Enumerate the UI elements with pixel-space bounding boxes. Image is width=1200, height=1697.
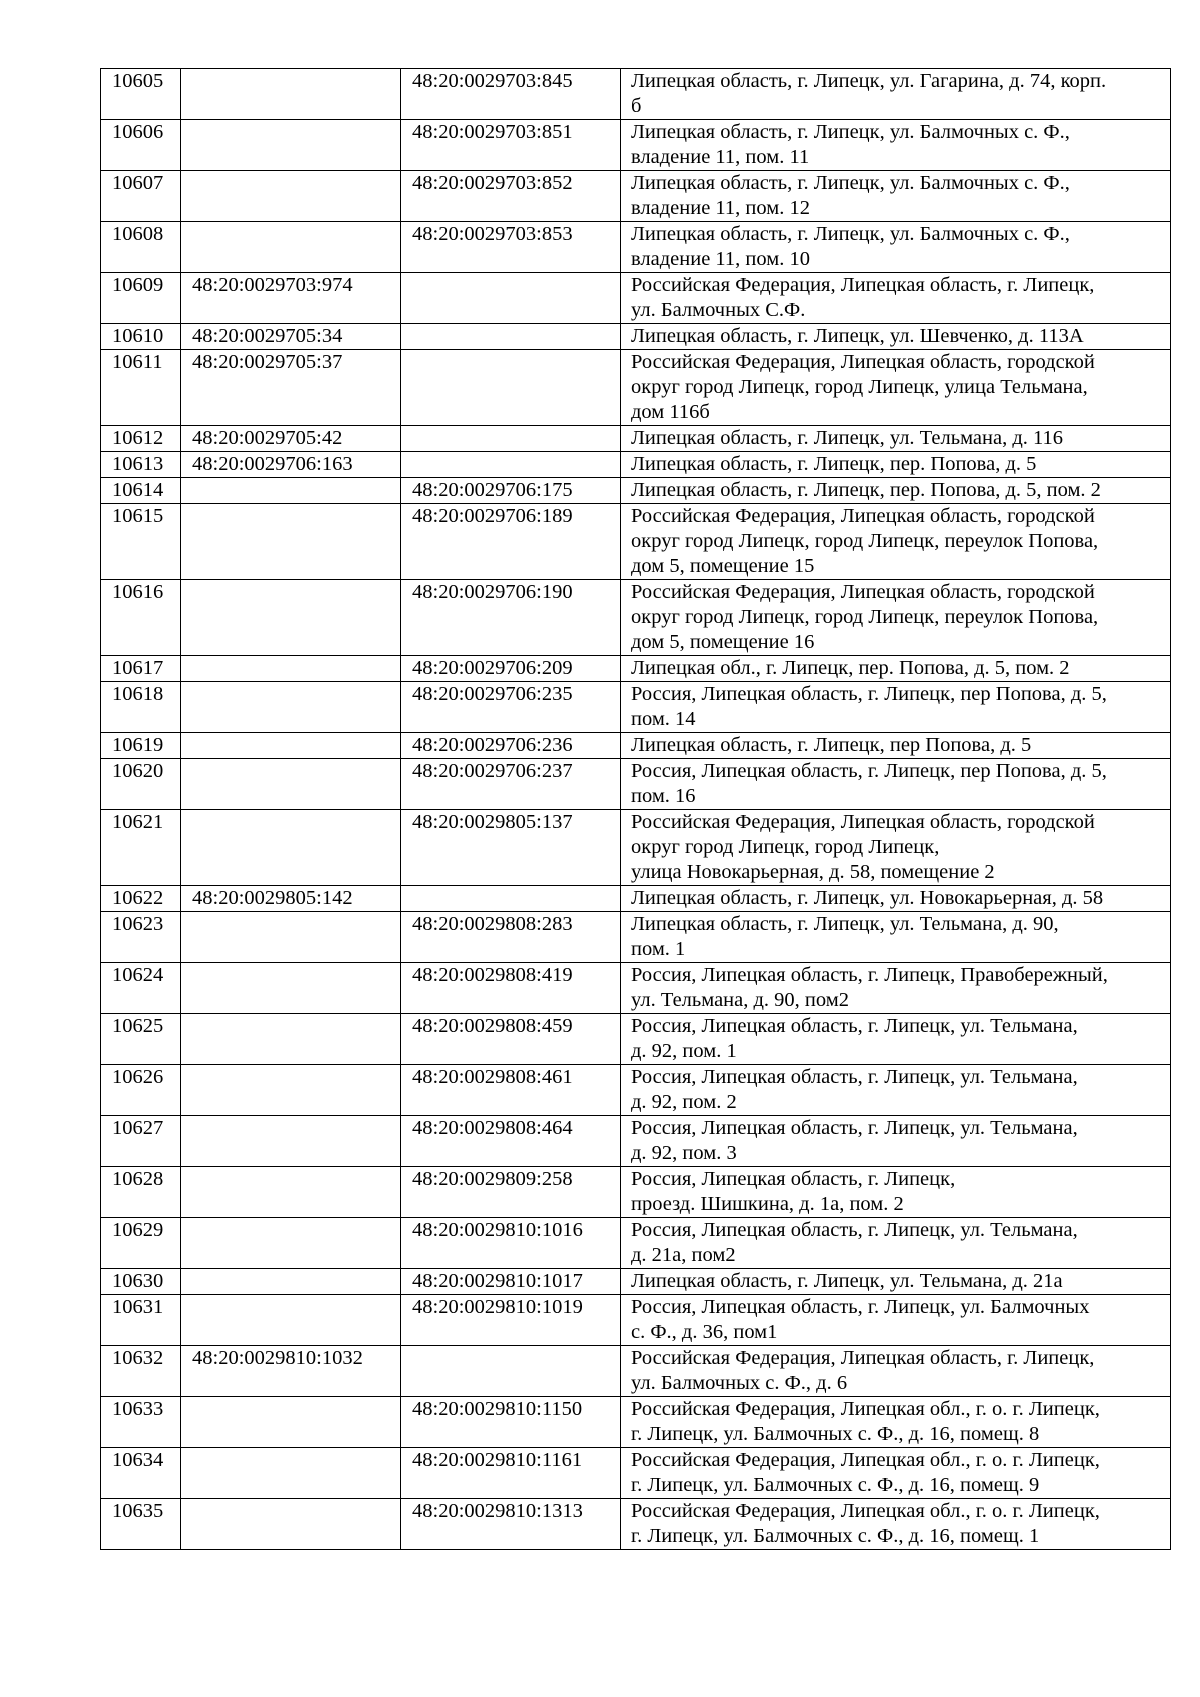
land-parcel-number-cell bbox=[181, 1014, 401, 1065]
row-number-cell: 10607 bbox=[101, 171, 181, 222]
land-parcel-number-cell bbox=[181, 1116, 401, 1167]
building-number-cell: 48:20:0029703:852 bbox=[401, 171, 621, 222]
row-number-cell: 10614 bbox=[101, 478, 181, 504]
table-row bbox=[101, 886, 1171, 912]
land-parcel-number-cell: 48:20:0029705:42 bbox=[181, 426, 401, 452]
building-number-cell bbox=[401, 886, 621, 912]
land-parcel-number-cell bbox=[181, 580, 401, 656]
address-cell bbox=[621, 69, 1171, 120]
address-line: владение 11, пом. 11 bbox=[631, 146, 810, 168]
row-number-cell: 10633 bbox=[101, 1397, 181, 1448]
land-parcel-number-cell bbox=[181, 733, 401, 759]
table-row bbox=[101, 1346, 1171, 1397]
table-row bbox=[101, 759, 1171, 810]
row-number-cell: 10632 bbox=[101, 1346, 181, 1397]
address-line: Липецкая область, г. Липецк, ул. Балмочных с. Ф., bbox=[631, 223, 1070, 245]
address-cell bbox=[621, 273, 1171, 324]
table-row bbox=[101, 1448, 1171, 1499]
table-row bbox=[101, 682, 1171, 733]
land-parcel-number-cell bbox=[181, 810, 401, 886]
building-number-cell: 48:20:0029810:1161 bbox=[401, 1448, 621, 1499]
land-parcel-number-cell bbox=[181, 1397, 401, 1448]
table-row bbox=[101, 1269, 1171, 1295]
address-line: проезд. Шишкина, д. 1а, пом. 2 bbox=[631, 1193, 904, 1215]
building-number-cell: 48:20:0029810:1150 bbox=[401, 1397, 621, 1448]
address-line: Российская Федерация, Липецкая обл., г. о. г. Липецк, bbox=[631, 1398, 1100, 1420]
address-line: Липецкая обл., г. Липецк, пер. Попова, д. 5, пом. 2 bbox=[631, 657, 1070, 679]
address-line: Россия, Липецкая область, г. Липецк, пер Попова, д. 5, bbox=[631, 760, 1107, 782]
address-line: Липецкая область, г. Липецк, пер. Попова, д. 5 bbox=[631, 453, 1037, 475]
table-row bbox=[101, 478, 1171, 504]
row-number-cell: 10631 bbox=[101, 1295, 181, 1346]
building-number-cell: 48:20:0029706:235 bbox=[401, 682, 621, 733]
table-row bbox=[101, 273, 1171, 324]
address-cell bbox=[621, 171, 1171, 222]
building-number-cell: 48:20:0029810:1313 bbox=[401, 1499, 621, 1550]
row-number-cell: 10623 bbox=[101, 912, 181, 963]
address-line: дом 116б bbox=[631, 401, 710, 423]
address-cell bbox=[621, 759, 1171, 810]
address-line: Липецкая область, г. Липецк, ул. Новокарьерная, д. 58 bbox=[631, 887, 1104, 909]
land-parcel-number-cell: 48:20:0029706:163 bbox=[181, 452, 401, 478]
land-parcel-number-cell bbox=[181, 504, 401, 580]
table-row bbox=[101, 1295, 1171, 1346]
building-number-cell bbox=[401, 452, 621, 478]
address-cell bbox=[621, 452, 1171, 478]
table-row bbox=[101, 810, 1171, 886]
row-number-cell: 10606 bbox=[101, 120, 181, 171]
land-parcel-number-cell bbox=[181, 682, 401, 733]
address-line: Россия, Липецкая область, г. Липецк, bbox=[631, 1168, 956, 1190]
row-number-cell: 10610 bbox=[101, 324, 181, 350]
table-row bbox=[101, 1218, 1171, 1269]
row-number-cell: 10629 bbox=[101, 1218, 181, 1269]
table-row bbox=[101, 350, 1171, 426]
table-row bbox=[101, 426, 1171, 452]
cadastral-table-body bbox=[101, 69, 1171, 1550]
address-line: б bbox=[631, 95, 642, 117]
address-line: Липецкая область, г. Липецк, пер Попова, д. 5 bbox=[631, 734, 1032, 756]
address-line: пом. 16 bbox=[631, 785, 696, 807]
address-cell bbox=[621, 1167, 1171, 1218]
address-line: Липецкая область, г. Липецк, ул. Тельмана, д. 116 bbox=[631, 427, 1064, 449]
table-row bbox=[101, 452, 1171, 478]
building-number-cell: 48:20:0029703:845 bbox=[401, 69, 621, 120]
table-row bbox=[101, 912, 1171, 963]
row-number-cell: 10612 bbox=[101, 426, 181, 452]
table-row bbox=[101, 1167, 1171, 1218]
address-line: Российская Федерация, Липецкая область, городской bbox=[631, 505, 1095, 527]
address-line: Россия, Липецкая область, г. Липецк, ул. Тельмана, bbox=[631, 1219, 1078, 1241]
row-number-cell: 10617 bbox=[101, 656, 181, 682]
table-row bbox=[101, 963, 1171, 1014]
address-line: Россия, Липецкая область, г. Липецк, ул. Тельмана, bbox=[631, 1066, 1078, 1088]
address-line: г. Липецк, ул. Балмочных с. Ф., д. 16, помещ. 1 bbox=[631, 1525, 1040, 1547]
building-number-cell: 48:20:0029706:175 bbox=[401, 478, 621, 504]
table-row bbox=[101, 1499, 1171, 1550]
building-number-cell: 48:20:0029706:190 bbox=[401, 580, 621, 656]
address-cell bbox=[621, 1295, 1171, 1346]
table-row bbox=[101, 1397, 1171, 1448]
land-parcel-number-cell bbox=[181, 1065, 401, 1116]
address-line: ул. Балмочных С.Ф. bbox=[631, 299, 806, 321]
address-cell bbox=[621, 222, 1171, 273]
address-line: Липецкая область, г. Липецк, ул. Балмочных с. Ф., bbox=[631, 121, 1070, 143]
address-line: Липецкая область, г. Липецк, ул. Балмочных с. Ф., bbox=[631, 172, 1070, 194]
table-row bbox=[101, 171, 1171, 222]
building-number-cell: 48:20:0029810:1019 bbox=[401, 1295, 621, 1346]
land-parcel-number-cell bbox=[181, 1167, 401, 1218]
building-number-cell: 48:20:0029706:209 bbox=[401, 656, 621, 682]
building-number-cell: 48:20:0029703:851 bbox=[401, 120, 621, 171]
land-parcel-number-cell bbox=[181, 1295, 401, 1346]
address-cell bbox=[621, 504, 1171, 580]
address-cell bbox=[621, 1346, 1171, 1397]
address-line: г. Липецк, ул. Балмочных с. Ф., д. 16, помещ. 8 bbox=[631, 1423, 1040, 1445]
address-line: д. 92, пом. 1 bbox=[631, 1040, 737, 1062]
row-number-cell: 10635 bbox=[101, 1499, 181, 1550]
address-line: Российская Федерация, Липецкая область, г. Липецк, bbox=[631, 274, 1095, 296]
address-line: ул. Тельмана, д. 90, пом2 bbox=[631, 989, 849, 1011]
row-number-cell: 10613 bbox=[101, 452, 181, 478]
land-parcel-number-cell bbox=[181, 656, 401, 682]
land-parcel-number-cell bbox=[181, 1218, 401, 1269]
address-cell bbox=[621, 1499, 1171, 1550]
land-parcel-number-cell: 48:20:0029705:37 bbox=[181, 350, 401, 426]
address-cell bbox=[621, 733, 1171, 759]
land-parcel-number-cell bbox=[181, 759, 401, 810]
table-row bbox=[101, 656, 1171, 682]
building-number-cell: 48:20:0029808:283 bbox=[401, 912, 621, 963]
address-cell bbox=[621, 1218, 1171, 1269]
address-cell bbox=[621, 1397, 1171, 1448]
land-parcel-number-cell bbox=[181, 1448, 401, 1499]
land-parcel-number-cell bbox=[181, 222, 401, 273]
building-number-cell: 48:20:0029808:459 bbox=[401, 1014, 621, 1065]
address-line: округ город Липецк, город Липецк, переулок Попова, bbox=[631, 606, 1099, 628]
address-cell bbox=[621, 426, 1171, 452]
address-line: Россия, Липецкая область, г. Липецк, пер Попова, д. 5, bbox=[631, 683, 1107, 705]
address-line: Российская Федерация, Липецкая область, городской bbox=[631, 581, 1095, 603]
table-row bbox=[101, 69, 1171, 120]
row-number-cell: 10624 bbox=[101, 963, 181, 1014]
table-row bbox=[101, 580, 1171, 656]
address-cell bbox=[621, 1116, 1171, 1167]
address-line: дом 5, помещение 16 bbox=[631, 631, 815, 653]
row-number-cell: 10618 bbox=[101, 682, 181, 733]
address-cell bbox=[621, 656, 1171, 682]
building-number-cell: 48:20:0029706:237 bbox=[401, 759, 621, 810]
address-line: дом 5, помещение 15 bbox=[631, 555, 815, 577]
address-cell bbox=[621, 963, 1171, 1014]
address-line: Российская Федерация, Липецкая область, городской bbox=[631, 351, 1095, 373]
address-cell bbox=[621, 912, 1171, 963]
building-number-cell: 48:20:0029810:1016 bbox=[401, 1218, 621, 1269]
land-parcel-number-cell: 48:20:0029705:34 bbox=[181, 324, 401, 350]
address-line: Россия, Липецкая область, г. Липецк, Правобережный, bbox=[631, 964, 1108, 986]
row-number-cell: 10620 bbox=[101, 759, 181, 810]
address-cell bbox=[621, 1269, 1171, 1295]
land-parcel-number-cell bbox=[181, 912, 401, 963]
building-number-cell: 48:20:0029808:419 bbox=[401, 963, 621, 1014]
table-row bbox=[101, 504, 1171, 580]
table-row bbox=[101, 1116, 1171, 1167]
address-line: владение 11, пом. 12 bbox=[631, 197, 810, 219]
building-number-cell bbox=[401, 273, 621, 324]
address-cell bbox=[621, 1065, 1171, 1116]
address-line: Российская Федерация, Липецкая область, городской bbox=[631, 811, 1095, 833]
table-row bbox=[101, 733, 1171, 759]
building-number-cell: 48:20:0029809:258 bbox=[401, 1167, 621, 1218]
building-number-cell bbox=[401, 1346, 621, 1397]
row-number-cell: 10608 bbox=[101, 222, 181, 273]
address-cell bbox=[621, 1448, 1171, 1499]
address-cell bbox=[621, 350, 1171, 426]
row-number-cell: 10626 bbox=[101, 1065, 181, 1116]
land-parcel-number-cell bbox=[181, 1499, 401, 1550]
table-row bbox=[101, 222, 1171, 273]
address-line: д. 21а, пом2 bbox=[631, 1244, 736, 1266]
address-line: округ город Липецк, город Липецк, переулок Попова, bbox=[631, 530, 1099, 552]
address-line: улица Новокарьерная, д. 58, помещение 2 bbox=[631, 861, 995, 883]
address-line: Россия, Липецкая область, г. Липецк, ул. Тельмана, bbox=[631, 1117, 1078, 1139]
address-cell bbox=[621, 478, 1171, 504]
building-number-cell: 48:20:0029805:137 bbox=[401, 810, 621, 886]
row-number-cell: 10630 bbox=[101, 1269, 181, 1295]
row-number-cell: 10627 bbox=[101, 1116, 181, 1167]
address-line: д. 92, пом. 2 bbox=[631, 1091, 737, 1113]
table-row bbox=[101, 1065, 1171, 1116]
address-line: пом. 1 bbox=[631, 938, 686, 960]
cadastral-table bbox=[100, 68, 1171, 1550]
address-line: Липецкая область, г. Липецк, ул. Тельмана, д. 90, bbox=[631, 913, 1059, 935]
address-cell bbox=[621, 120, 1171, 171]
table-row bbox=[101, 120, 1171, 171]
land-parcel-number-cell bbox=[181, 171, 401, 222]
row-number-cell: 10611 bbox=[101, 350, 181, 426]
table-row bbox=[101, 324, 1171, 350]
building-number-cell: 48:20:0029808:461 bbox=[401, 1065, 621, 1116]
address-line: г. Липецк, ул. Балмочных с. Ф., д. 16, помещ. 9 bbox=[631, 1474, 1040, 1496]
address-cell bbox=[621, 886, 1171, 912]
address-line: д. 92, пом. 3 bbox=[631, 1142, 737, 1164]
row-number-cell: 10634 bbox=[101, 1448, 181, 1499]
address-cell bbox=[621, 810, 1171, 886]
building-number-cell: 48:20:0029810:1017 bbox=[401, 1269, 621, 1295]
row-number-cell: 10619 bbox=[101, 733, 181, 759]
address-line: пом. 14 bbox=[631, 708, 696, 730]
land-parcel-number-cell: 48:20:0029703:974 bbox=[181, 273, 401, 324]
building-number-cell: 48:20:0029808:464 bbox=[401, 1116, 621, 1167]
row-number-cell: 10616 bbox=[101, 580, 181, 656]
building-number-cell bbox=[401, 350, 621, 426]
building-number-cell bbox=[401, 426, 621, 452]
address-line: округ город Липецк, город Липецк, bbox=[631, 836, 940, 858]
building-number-cell: 48:20:0029703:853 bbox=[401, 222, 621, 273]
address-line: Россия, Липецкая область, г. Липецк, ул. Тельмана, bbox=[631, 1015, 1078, 1037]
row-number-cell: 10621 bbox=[101, 810, 181, 886]
address-line: Российская Федерация, Липецкая обл., г. о. г. Липецк, bbox=[631, 1449, 1100, 1471]
row-number-cell: 10625 bbox=[101, 1014, 181, 1065]
land-parcel-number-cell bbox=[181, 478, 401, 504]
address-cell bbox=[621, 1014, 1171, 1065]
table-row bbox=[101, 1014, 1171, 1065]
address-line: Липецкая область, г. Липецк, ул. Тельмана, д. 21а bbox=[631, 1270, 1063, 1292]
land-parcel-number-cell: 48:20:0029805:142 bbox=[181, 886, 401, 912]
row-number-cell: 10609 bbox=[101, 273, 181, 324]
address-cell bbox=[621, 324, 1171, 350]
row-number-cell: 10622 bbox=[101, 886, 181, 912]
building-number-cell: 48:20:0029706:236 bbox=[401, 733, 621, 759]
address-line: Российская Федерация, Липецкая область, г. Липецк, bbox=[631, 1347, 1095, 1369]
address-line: Липецкая область, г. Липецк, ул. Шевченко, д. 113А bbox=[631, 325, 1084, 347]
address-line: округ город Липецк, город Липецк, улица Тельмана, bbox=[631, 376, 1088, 398]
land-parcel-number-cell bbox=[181, 69, 401, 120]
address-line: ул. Балмочных с. Ф., д. 6 bbox=[631, 1372, 848, 1394]
land-parcel-number-cell bbox=[181, 1269, 401, 1295]
address-line: с. Ф., д. 36, пом1 bbox=[631, 1321, 778, 1343]
address-line: владение 11, пом. 10 bbox=[631, 248, 810, 270]
address-line: Российская Федерация, Липецкая обл., г. о. г. Липецк, bbox=[631, 1500, 1100, 1522]
row-number-cell: 10628 bbox=[101, 1167, 181, 1218]
address-line: Липецкая область, г. Липецк, ул. Гагарина, д. 74, корп. bbox=[631, 70, 1107, 92]
land-parcel-number-cell bbox=[181, 963, 401, 1014]
land-parcel-number-cell bbox=[181, 120, 401, 171]
building-number-cell: 48:20:0029706:189 bbox=[401, 504, 621, 580]
land-parcel-number-cell: 48:20:0029810:1032 bbox=[181, 1346, 401, 1397]
row-number-cell: 10615 bbox=[101, 504, 181, 580]
row-number-cell: 10605 bbox=[101, 69, 181, 120]
address-cell bbox=[621, 682, 1171, 733]
address-line: Липецкая область, г. Липецк, пер. Попова, д. 5, пом. 2 bbox=[631, 479, 1101, 501]
building-number-cell bbox=[401, 324, 621, 350]
address-line: Россия, Липецкая область, г. Липецк, ул. Балмочных bbox=[631, 1296, 1090, 1318]
address-cell bbox=[621, 580, 1171, 656]
